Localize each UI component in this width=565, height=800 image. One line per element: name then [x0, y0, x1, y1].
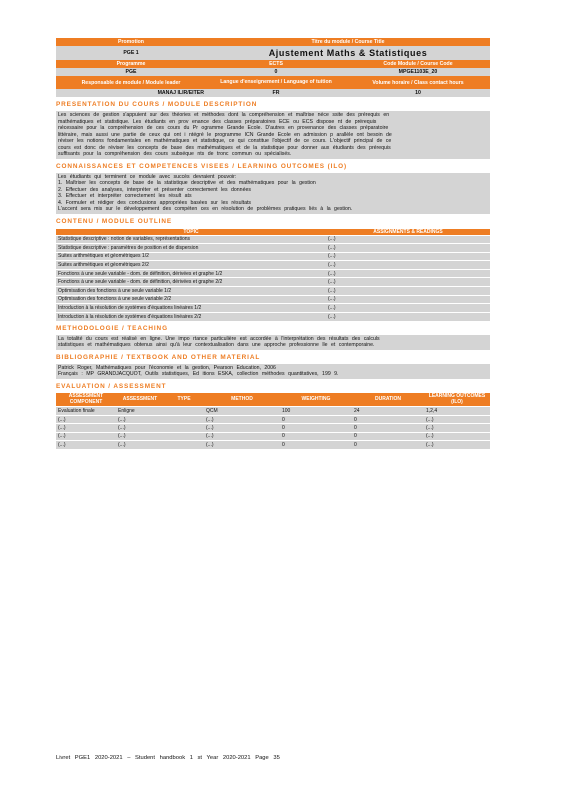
- outline-row: [56, 261, 490, 270]
- outline-reading: (...): [326, 244, 490, 253]
- assessment-row: [56, 424, 490, 432]
- outline-topic: Introduction à la résolution de systèmes d'équations linéaires 2/2: [56, 312, 326, 321]
- outline-reading: (...): [326, 295, 490, 304]
- presentation-line: mathématiques et statistique. Les étudiants en prov enance des classes préparatoires ECE ou ECS dispose nt de prérequis: [58, 118, 377, 125]
- outline-reading: (...): [326, 287, 490, 296]
- header-values-row-3: [56, 89, 490, 97]
- assessment-cell: 0: [352, 415, 424, 423]
- outline-reading: (...): [326, 261, 490, 270]
- promotion-value: PGE 1: [123, 50, 139, 56]
- course-code-value: MPGE1103E_20: [398, 69, 438, 75]
- ects-label: ECTS: [269, 61, 283, 67]
- page-footer: Livret PGE1 2020-2021 – Student handbook 1 st Year 2020-2021 Page 35: [56, 755, 280, 761]
- outline-topic: Statistique descriptive : paramètres de position et de dispersion: [56, 244, 326, 253]
- assessment-cell: (...): [56, 432, 116, 440]
- assessment-cell: (...): [424, 424, 490, 432]
- outline-row: [56, 235, 490, 244]
- outline-topic: Optimisation des fonctions à une seule variable 2/2: [56, 295, 326, 304]
- presentation-line: réviser les notions fondamentales en mathématiques et statistique, ce qui constitue l'objectif de ce cours. L'objectif principal de ce: [58, 138, 392, 144]
- learning-outcomes-line: Les étudiants qui terminent ce module avec succès devraient pouvoir:: [58, 173, 237, 180]
- outline-reading: (...): [326, 269, 490, 278]
- header-labels-row-2: [56, 60, 490, 68]
- ects-value: 0: [274, 69, 278, 75]
- weighting-header: WEIGHTING: [280, 393, 352, 407]
- outline-topic: Suites arithmétiques et géométriques 2/2: [56, 261, 326, 270]
- assessment-cell: (...): [204, 415, 280, 423]
- programme-value: PGE: [125, 69, 137, 75]
- bibliography-line: Patrick Roger, Mathématiques pour l'économie et la gestion, Pearson Education, 2006: [58, 364, 276, 371]
- assessment-cell: [164, 441, 204, 449]
- outline-row: [56, 295, 490, 304]
- outline-topic: Fonctions à une seule variable - dom. de définition, dérivées et graphe 1/2: [56, 269, 326, 278]
- assessment-cell: Enligne: [116, 407, 164, 415]
- assessment-heading: EVALUATION / ASSESSMENT: [56, 382, 167, 390]
- presentation-line: cours est donc de réviser les concepts de base des mathématiques et de la statistique pour donner aux étudiants des prérequis: [58, 144, 391, 151]
- presentation-line: Les sciences de gestion s'appuient sur des théories et méthodes dont la compréhension et maîtrise néce ssite des prérequis en: [58, 112, 390, 118]
- assessment-cell: 100: [280, 407, 352, 415]
- course-sheet: [56, 38, 490, 449]
- assessment-cell: [164, 415, 204, 423]
- assessment-cell: [164, 424, 204, 432]
- header-labels-row-3: [56, 76, 490, 89]
- outline-topic: Fonctions à une seule variable - dom. de définition, dérivées et graphe 2/2: [56, 278, 326, 287]
- outline-row: [56, 278, 490, 287]
- outline-row: [56, 287, 490, 296]
- header-values-row-1: [56, 46, 490, 60]
- teaching-line: statistiques et mathématiques obtenus ainsi qu'à leur contextualisation dans une approche professionne lle et contemporaine.: [58, 342, 375, 349]
- presentation-line: suffisants pour la compréhension des cours subséque nts de tronc commun ou spécialisés.: [58, 151, 292, 157]
- outline-topic: Introduction à la résolution de systèmes d'équations linéaires 1/2: [56, 304, 326, 313]
- teaching-text: [56, 335, 490, 350]
- contact-hours-label: Volume horaire / Class contact hours: [372, 79, 464, 86]
- assessment-cell: (...): [56, 424, 116, 432]
- module-outline-heading: CONTENU / MODULE OUTLINE: [56, 217, 173, 225]
- outline-header-row: [56, 228, 490, 235]
- assessment-cell: QCM: [204, 407, 280, 415]
- learning-outcomes-text: [56, 173, 490, 214]
- module-outline-table: [56, 228, 490, 321]
- duration-header: DURATION: [352, 393, 424, 407]
- promotion-label: Promotion: [118, 39, 144, 45]
- assessment-cell: (...): [56, 441, 116, 449]
- assessment-cell: 0: [352, 424, 424, 432]
- bibliography-heading: BIBLIOGRAPHIE / TEXTBOOK AND OTHER MATERIAL: [56, 353, 261, 361]
- assessment-header-row: [56, 393, 490, 407]
- presentation-line: littéraire, mais aussi une partie de ceux qui ont i ntégré le programme ICN Grande Ecole en admission p arallèle ont besoin de: [58, 131, 392, 138]
- assessment-cell: (...): [116, 424, 164, 432]
- assessment-cell: (...): [116, 432, 164, 440]
- course-title-label: Titre du module / Course Title: [311, 39, 385, 45]
- course-title: Ajustement Maths & Statistiques: [268, 48, 428, 58]
- learning-outcomes-heading: CONNAISSANCES ET COMPETENCES VISEES / LEARNING OUTCOMES (ILO): [56, 162, 348, 170]
- assessment-cell: (...): [204, 432, 280, 440]
- language-value: FR: [272, 90, 280, 96]
- assessment-cell: (...): [116, 415, 164, 423]
- assessment-cell: 1,2,4: [424, 407, 490, 415]
- assessment-cell: Evaluation finale: [56, 407, 116, 415]
- assessment-cell: (...): [116, 441, 164, 449]
- bibliography-line: Français : MP GRANDJACQUOT, Outils statistiques, Éd itions ESKA, collection méthodes quantitatives, 199 9.: [58, 371, 339, 378]
- assessment-cell: 0: [280, 415, 352, 423]
- assessment-cell: 0: [352, 432, 424, 440]
- assessment-row: [56, 407, 490, 415]
- outline-row: [56, 312, 490, 321]
- assessment-component-header: ASSESSMENT COMPONENT: [56, 393, 116, 407]
- assessment-cell: (...): [56, 415, 116, 423]
- header-values-row-2: [56, 68, 490, 76]
- learning-outcomes-line: 4. Formuler et rédiger des conclusions appropriées basées sur les résultats: [58, 199, 252, 206]
- readings-header: ASSIGNMENTS & READINGS: [326, 228, 490, 235]
- assessment-cell: (...): [424, 441, 490, 449]
- presentation-line: nécessaire pour la compréhension de ces cours du Pr ogramme Grande Ecole. D'autres en provenance des classes préparatoire: [58, 125, 389, 131]
- presentation-heading: PRESENTATION DU COURS / MODULE DESCRIPTION: [56, 101, 258, 108]
- outline-row: [56, 269, 490, 278]
- teaching-line: La totalité du cours est réalisé en ligne. Une impo rtance particulière est accordée à l'interprétation des résultats des calculs: [58, 335, 380, 342]
- assessment-cell: 0: [280, 441, 352, 449]
- type-header: TYPE: [164, 393, 204, 407]
- language-label: Langue d'enseignement / Language of tuition: [220, 78, 332, 85]
- outline-topic: Statistique descriptive : notion de variables, représentations: [56, 235, 326, 244]
- assessment-cell: 0: [280, 432, 352, 440]
- outline-row: [56, 244, 490, 253]
- outline-reading: (...): [326, 235, 490, 244]
- contact-hours-value: 10: [415, 90, 421, 96]
- outline-row: [56, 252, 490, 261]
- module-leader-value: MANAJ ILIR/EITER: [157, 90, 204, 96]
- outline-topic: Optimisation des fonctions à une seule variable 1/2: [56, 287, 326, 296]
- outline-reading: (...): [326, 312, 490, 321]
- course-code-label: Code Module / Course Code: [383, 61, 453, 67]
- assessment-cell: (...): [204, 424, 280, 432]
- assessment-cell: [164, 407, 204, 415]
- teaching-heading: METHODOLOGIE / TEACHING: [56, 324, 168, 332]
- outline-row: [56, 304, 490, 313]
- assessment-row: [56, 432, 490, 440]
- learning-outcomes-line: 2. Effectuer des analyses, interpréter et présenter correctement les données: [58, 186, 251, 193]
- bibliography-text: [56, 364, 490, 379]
- learning-outcomes-header: LEARNING OUTCOMES (ILO): [424, 393, 490, 407]
- outline-reading: (...): [326, 304, 490, 313]
- outline-topic: Suites arithmétiques et géométriques 1/2: [56, 252, 326, 261]
- module-leader-label: Responsable de module / Module leader: [81, 79, 181, 86]
- presentation-text: [56, 111, 490, 159]
- assessment-header: ASSESSMENT: [116, 393, 164, 407]
- header-labels-row-1: [56, 38, 490, 46]
- assessment-table: [56, 393, 490, 449]
- assessment-cell: 0: [352, 441, 424, 449]
- outline-reading: (...): [326, 278, 490, 287]
- assessment-row: [56, 415, 490, 423]
- outline-reading: (...): [326, 252, 490, 261]
- assessment-cell: [164, 432, 204, 440]
- learning-outcomes-line: 1. Maîtriser les concepts de base de la statistique descriptive et des mathématiques pour la gestion: [58, 180, 316, 186]
- learning-outcomes-line: L'accent sera mis sur le développement des compéten ces en résolution de problèmes pratiques liés à la gestion.: [58, 206, 353, 212]
- assessment-cell: (...): [424, 432, 490, 440]
- topic-header: TOPIC: [56, 228, 326, 235]
- assessment-cell: 0: [280, 424, 352, 432]
- assessment-cell: (...): [424, 415, 490, 423]
- assessment-row: [56, 441, 490, 449]
- learning-outcomes-line: 3. Effectuer et interpréter correctement les résult ats: [58, 193, 192, 199]
- assessment-cell: 24: [352, 407, 424, 415]
- method-header: METHOD: [204, 393, 280, 407]
- programme-label: Programme: [116, 61, 146, 67]
- assessment-cell: (...): [204, 441, 280, 449]
